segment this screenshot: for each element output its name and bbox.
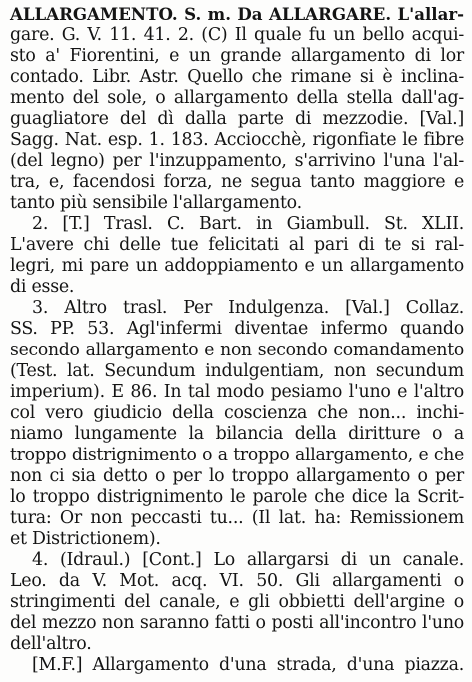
entry-line: et Districtionem). (10, 529, 161, 549)
entry-line: (Test. lat. Secundum indulgentiam, non secundum (10, 361, 464, 381)
entry-line: niamo lungamente la bilancia della diritture o a (10, 424, 464, 444)
entry-line: non ci sia detto o per lo troppo allargamento o per (10, 466, 464, 486)
entry-line: mento del sole, o allargamento della stella dall'ag- (10, 88, 464, 108)
entry-line: ALLARGAMENTO. S. m. Da ALLARGARE. L'allar- (10, 4, 464, 24)
entry-line: contado. Libr. Astr. Quello che rimane si è inclina- (10, 67, 464, 87)
entry-line: sto a' Fiorentini, e un grande allargamento di lor (10, 46, 464, 66)
entry-line: lo troppo distrignimento le parole che dice la Scrit- (10, 487, 464, 507)
sense-final-note: [M.F.] Allargamento d'una strada, d'una piazza. (32, 655, 464, 675)
entry-line: tra, e, facendosi forza, ne segua tanto maggiore e (10, 172, 464, 192)
entry-line: secondo allargamento e non secondo comandamento (10, 340, 464, 360)
entry-line: Sagg. Nat. esp. 1. 183. Acciocchè, rigonfiate le fibre (10, 130, 464, 150)
sense-3-heading: 3. Altro trasl. Per Indulgenza. [Val.] Collaz. (32, 298, 464, 318)
entry-line: tanto più sensibile l'allargamento. (10, 193, 302, 213)
entry-line: di esse. (10, 277, 75, 297)
entry-line: stringimenti del canale, e gli obbietti dell'argine o (10, 592, 464, 612)
entry-line: imperium). E 86. In tal modo pesiamo l'uno e l'altro (10, 382, 464, 402)
entry-line: legri, mi pare un addoppiamento e un allargamento (10, 256, 464, 276)
entry-line: col vero giudicio della coscienza che non... inchi- (10, 403, 464, 423)
entry-line: guagliatore del dì dalla parte di mezzodie. [Val.] (10, 109, 464, 129)
entry-line: Leo. da V. Mot. acq. VI. 50. Gli allargamenti o (10, 571, 464, 591)
sense-2-heading: 2. [T.] Trasl. C. Bart. in Giambull. St. XLII. (32, 214, 464, 234)
entry-line: SS. PP. 53. Agl'infermi diventae infermo quando (10, 319, 464, 339)
entry-line: gare. G. V. 11. 41. 2. (C) Il quale fu un bello acqui- (10, 25, 464, 45)
entry-line: dell'altro. (10, 634, 92, 654)
sense-4-heading: 4. (Idraul.) [Cont.] Lo allargarsi di un canale. (32, 550, 464, 570)
entry-line: del mezzo non saranno fatti o posti all'incontro l'uno (10, 613, 464, 633)
entry-line: troppo distrignimento o a troppo allargamento, e che (10, 445, 464, 465)
entry-line: tura: Or non peccasti tu... (Il lat. ha: Remissionem (10, 508, 464, 528)
entry-line: L'avere chi delle tue felicitati al pari di te si ral- (10, 235, 464, 255)
entry-line: (del legno) per l'inzuppamento, s'arrivino l'una l'al- (10, 151, 464, 171)
